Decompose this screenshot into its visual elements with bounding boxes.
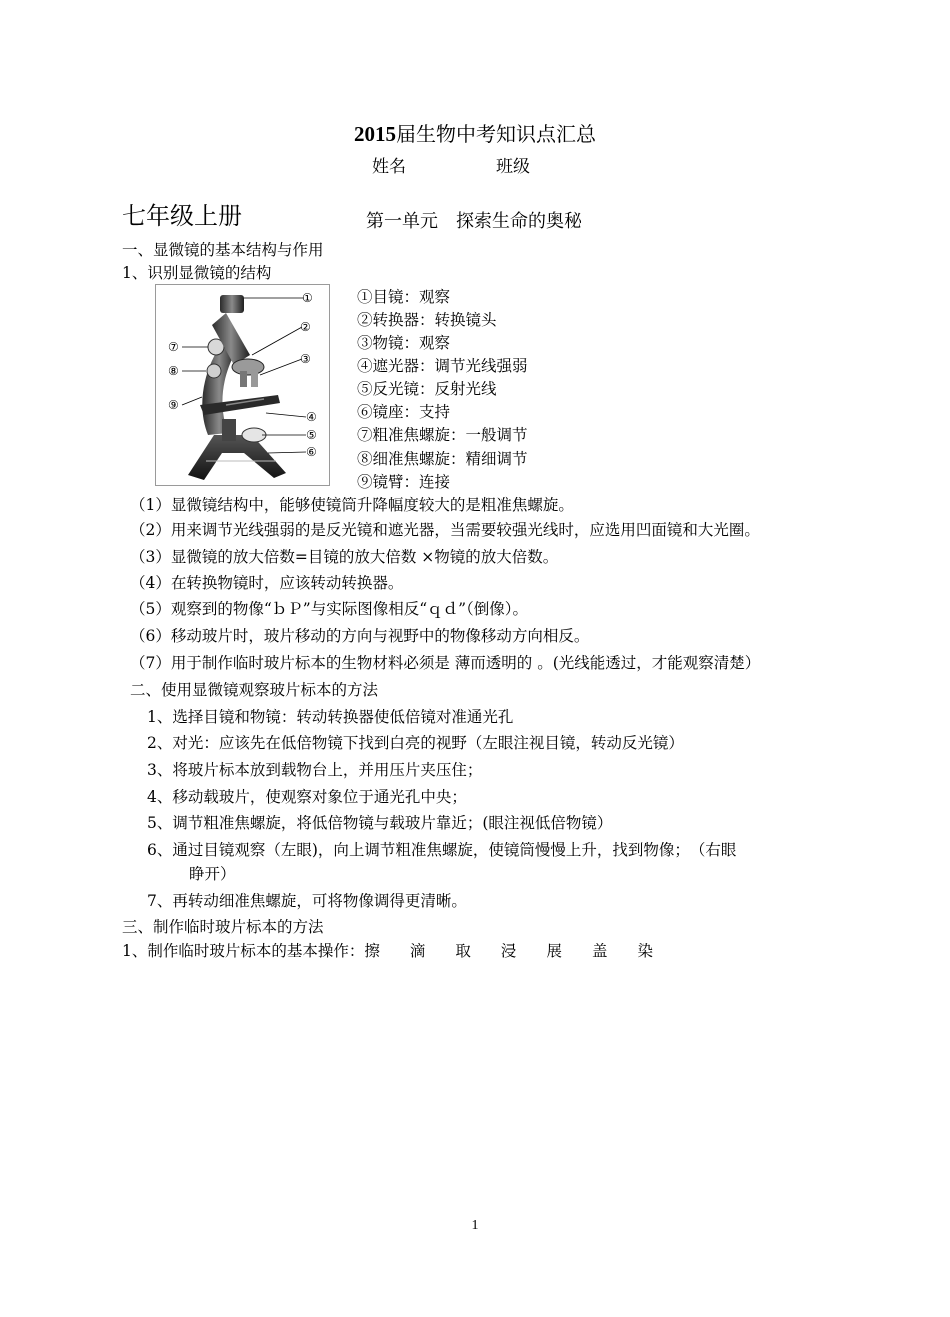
operation: 取 xyxy=(455,942,471,960)
note-item: （3）显微镜的放大倍数=目镜的放大倍数 ×物镜的放大倍数。 xyxy=(130,548,559,566)
step-item: 7、再转动细准焦螺旋，可将物像调得更清晰。 xyxy=(147,892,467,910)
note-item: （5）观察到的物像“ｂＰ”与实际图像相反“ｑｄ”（倒像）。 xyxy=(130,600,529,618)
name-class-row xyxy=(372,152,530,177)
title-year: 2015 xyxy=(354,122,396,146)
note-item: （4）在转换物镜时，应该转动转换器。 xyxy=(130,574,404,592)
diagram-label-1: ① xyxy=(302,291,313,305)
part-item: ⑨镜臂：连接 xyxy=(357,473,451,491)
section-2-heading: 二、使用显微镜观察玻片标本的方法 xyxy=(130,681,379,699)
part-item: ⑤反光镜：反射光线 xyxy=(357,380,497,398)
diagram-label-3: ③ xyxy=(300,352,311,366)
step-item: 3、将玻片标本放到载物台上，并用压片夹压住； xyxy=(147,761,483,779)
microscope-image xyxy=(155,284,330,486)
note-item: （2）用来调节光线强弱的是反光镜和遮光器，当需要较强光线时，应选用凹面镜和大光圈。 xyxy=(130,521,760,539)
section-3-heading: 三、制作临时玻片标本的方法 xyxy=(122,918,324,936)
note-item: （7）用于制作临时玻片标本的生物材料必须是 薄而透明的 。(光线能透过，才能观察清楚） xyxy=(130,654,761,672)
part-item: ④遮光器：调节光线强弱 xyxy=(357,357,528,375)
part-item: ①目镜：观察 xyxy=(357,288,451,306)
title-text: 届生物中考知识点汇总 xyxy=(396,122,596,146)
diagram-label-2: ② xyxy=(300,320,311,334)
operation: 擦 xyxy=(364,942,380,960)
diagram-label-4: ④ xyxy=(306,410,317,424)
step-item: 2、对光：应该先在低倍物镜下找到白亮的视野（左眼注视目镜，转动反光镜） xyxy=(147,734,684,752)
microscope-drawing xyxy=(156,285,329,485)
part-item: ⑦粗准焦螺旋：一般调节 xyxy=(357,426,528,444)
operations-label: 1、制作临时玻片标本的基本操作： xyxy=(122,942,365,960)
part-item: ②转换器：转换镜头 xyxy=(357,311,497,329)
operation: 盖 xyxy=(591,942,608,960)
operations-row xyxy=(122,939,683,961)
section-1-heading: 一、显微镜的基本结构与作用 xyxy=(122,241,324,259)
class-label: 班级 xyxy=(496,157,530,177)
grade-heading: 七年级上册 xyxy=(122,202,242,230)
step-item: 6、通过目镜观察（左眼)，向上调节粗准焦螺旋，使镜筒慢慢上升，找到物像； （右眼 xyxy=(147,841,737,859)
diagram-label-7: ⑦ xyxy=(168,340,179,354)
step-item: 1、选择目镜和物镜：转动转换器使低倍镜对准通光孔 xyxy=(147,708,514,726)
page-number: 1 xyxy=(471,1218,479,1233)
diagram-label-9: ⑨ xyxy=(168,398,179,412)
step-item: 5、调节粗准焦螺旋，将低倍物镜与载玻片靠近；(眼注视低倍物镜） xyxy=(147,814,613,832)
operation: 滴 xyxy=(409,942,426,960)
section-1-sub: 1、识别显微镜的结构 xyxy=(122,264,272,282)
name-label: 姓名 xyxy=(372,157,406,177)
step-6-continuation: 睁开） xyxy=(189,865,236,883)
step-item: 4、移动载玻片，使观察对象位于通光孔中央； xyxy=(147,788,467,806)
part-item: ⑥镜座：支持 xyxy=(357,403,451,421)
note-item: （1）显微镜结构中，能够使镜筒升降幅度较大的是粗准焦螺旋。 xyxy=(130,496,574,514)
page-title xyxy=(0,118,950,147)
unit-heading: 第一单元 探索生命的奥秘 xyxy=(366,211,582,232)
note-item: （6）移动玻片时，玻片移动的方向与视野中的物像移动方向相反。 xyxy=(130,627,590,645)
diagram-label-5: ⑤ xyxy=(306,428,317,442)
operation: 浸 xyxy=(500,942,517,960)
part-item: ③物镜：观察 xyxy=(357,334,451,352)
operation: 展 xyxy=(546,942,562,960)
diagram-label-8: ⑧ xyxy=(168,364,179,378)
part-item: ⑧细准焦螺旋：精细调节 xyxy=(357,450,528,468)
diagram-label-6: ⑥ xyxy=(306,445,317,459)
operation: 染 xyxy=(637,942,653,960)
